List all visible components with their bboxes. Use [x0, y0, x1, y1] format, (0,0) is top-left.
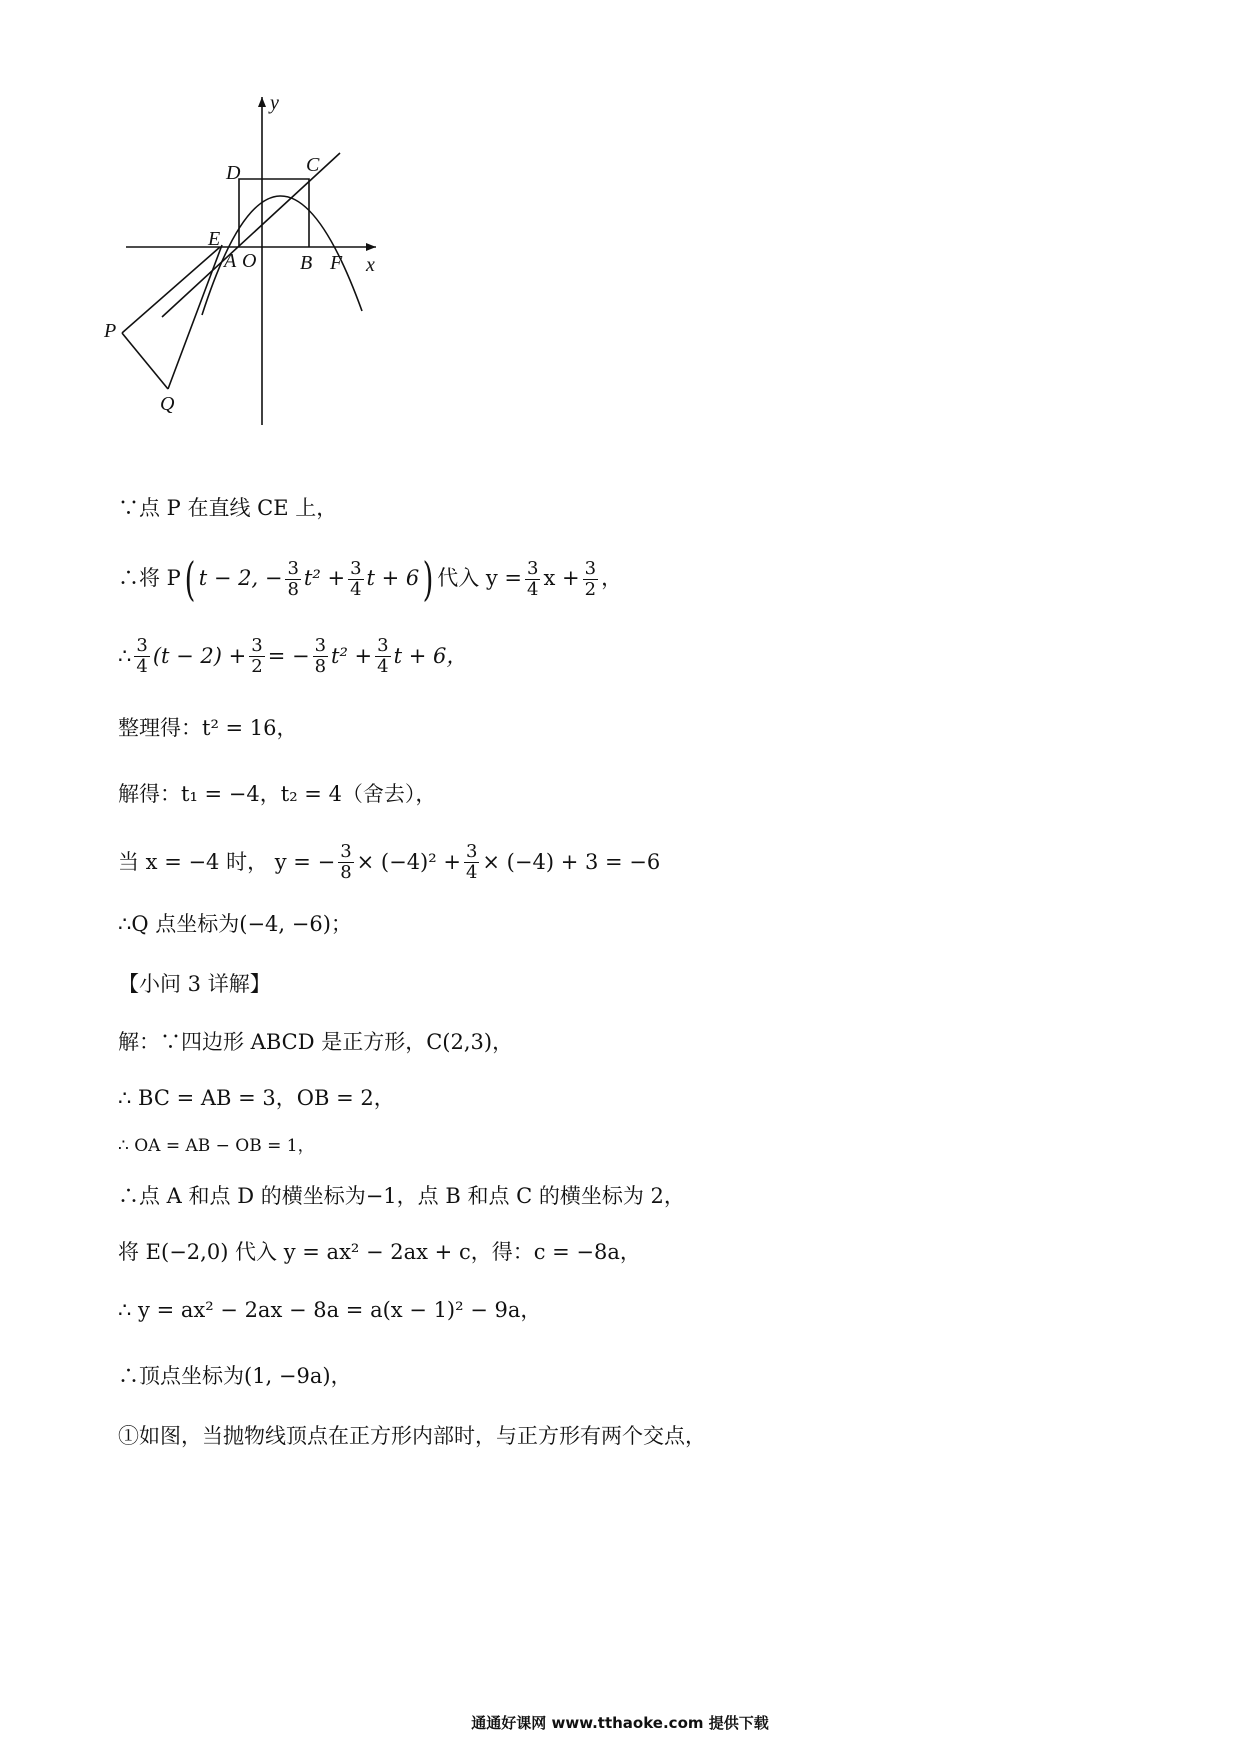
line-2: [118, 552, 623, 606]
label-d: D: [226, 162, 241, 184]
line-15: [118, 1364, 352, 1389]
frac-num: 3: [465, 841, 478, 862]
frac-den: 2: [584, 578, 597, 600]
text-line-12: ∴点 A 和点 D 的横坐标为−1，点 B 和点 C 的横坐标为 2，: [118, 1184, 685, 1208]
l2-pre: ∴将 P: [118, 566, 181, 591]
frac-num: 3: [340, 841, 352, 862]
line-16: [118, 1424, 706, 1449]
text-line-15: ∴顶点坐标为(1, −9a)，: [118, 1364, 352, 1388]
frac: [338, 842, 353, 883]
line-ce: [162, 153, 340, 317]
text-line-11: ∴ OA = AB − OB = 1，: [118, 1136, 315, 1156]
frac-num: 3: [584, 557, 597, 579]
frac: [313, 636, 328, 677]
frac-num: 3: [527, 557, 539, 579]
x-axis-arrow: [366, 243, 376, 251]
line-3: [118, 636, 467, 677]
l2-post: 代入 y =: [437, 566, 523, 591]
line-10: [118, 1086, 395, 1111]
frac: [525, 559, 540, 600]
line-4: [118, 716, 298, 741]
l3-pre: ∴: [118, 643, 132, 668]
frac-den: 2: [251, 655, 263, 677]
paren-close: ): [422, 552, 434, 606]
parabola-figure: [100, 95, 440, 485]
l3-b: = −: [267, 643, 310, 668]
paren-open: (: [184, 552, 196, 606]
frac-num: 3: [377, 635, 389, 656]
l2-x: x +: [543, 566, 580, 591]
page-footer: 通通好课网 www.tthaoke.com 提供下载: [471, 1714, 769, 1732]
text-line-10: ∴ BC = AB = 3，OB = 2，: [118, 1086, 395, 1110]
frac-den: 4: [527, 578, 539, 600]
text-line-14: ∴ y = ax² − 2ax − 8a = a(x − 1)² − 9a，: [118, 1298, 542, 1322]
label-p: P: [104, 320, 117, 342]
frac-den: 8: [314, 655, 327, 677]
line-7: [118, 912, 352, 937]
frac-den: 4: [350, 578, 362, 600]
l2-end: t + 6: [366, 566, 420, 591]
frac-den: 8: [287, 578, 299, 600]
l6-end: × (−4) + 3 = −6: [482, 849, 661, 874]
l3-a: (t − 2) +: [152, 643, 247, 668]
text-line-13: 将 E(−2,0) 代入 y = ax² − 2ax + c，得：c = −8a，: [118, 1240, 641, 1264]
frac: [464, 842, 479, 883]
frac-num: 3: [136, 635, 148, 656]
segment-pq: [122, 333, 168, 389]
frac-den: 4: [377, 655, 389, 677]
l3-d: t + 6，: [393, 643, 468, 668]
frac-num: 3: [350, 557, 362, 579]
label-x: x: [366, 254, 375, 276]
line-13: [118, 1240, 641, 1265]
line-9: [118, 1030, 513, 1055]
frac: [134, 636, 149, 677]
frac: [348, 559, 363, 600]
line-14: [118, 1298, 541, 1323]
frac: [375, 636, 390, 677]
label-a: A: [224, 250, 237, 272]
label-c: C: [306, 154, 320, 176]
label-e: E: [208, 228, 221, 250]
l3-c: t² +: [331, 643, 373, 668]
line-8: [118, 972, 271, 997]
label-b: B: [300, 252, 313, 274]
label-o: O: [242, 250, 257, 272]
parabola-diagram: [100, 95, 440, 485]
frac: [583, 559, 598, 600]
segment-qe: [168, 245, 222, 389]
text-line-5: 解得：t₁ = −4，t₂ = 4（舍去），: [118, 782, 437, 806]
line-1: [118, 496, 337, 521]
frac-den: 8: [340, 861, 352, 883]
label-y: y: [270, 95, 279, 114]
l6-mid: × (−4)² +: [356, 849, 461, 874]
frac: [249, 636, 264, 677]
frac-num: 3: [251, 635, 263, 656]
l2-comma: ，: [601, 566, 623, 591]
frac-den: 4: [136, 655, 148, 677]
line-12: [118, 1184, 685, 1209]
text-line-1: ∵点 P 在直线 CE 上，: [118, 496, 338, 520]
frac-den: 4: [465, 861, 478, 883]
label-q: Q: [160, 393, 175, 415]
section-heading: 【小问 3 详解】: [118, 972, 271, 996]
text-line-4: 整理得：t² = 16，: [118, 716, 298, 740]
line-11: [118, 1136, 315, 1156]
l6-pre: 当 x = −4 时， y = −: [118, 849, 336, 874]
text-line-16: ①如图，当抛物线顶点在正方形内部时，与正方形有两个交点，: [118, 1424, 706, 1448]
y-axis-arrow: [258, 97, 266, 107]
l2-mid: t² +: [303, 566, 346, 591]
frac: [285, 559, 300, 600]
l2-in: t − 2, −: [198, 566, 283, 591]
label-f: F: [330, 252, 343, 274]
frac-num: 3: [314, 635, 327, 656]
line-5: [118, 782, 436, 807]
text-line-9: 解：∵四边形 ABCD 是正方形，C(2,3)，: [118, 1030, 514, 1054]
line-6: [118, 842, 660, 883]
frac-num: 3: [287, 557, 299, 579]
text-line-7: ∴Q 点坐标为(−4, −6)；: [118, 912, 352, 936]
